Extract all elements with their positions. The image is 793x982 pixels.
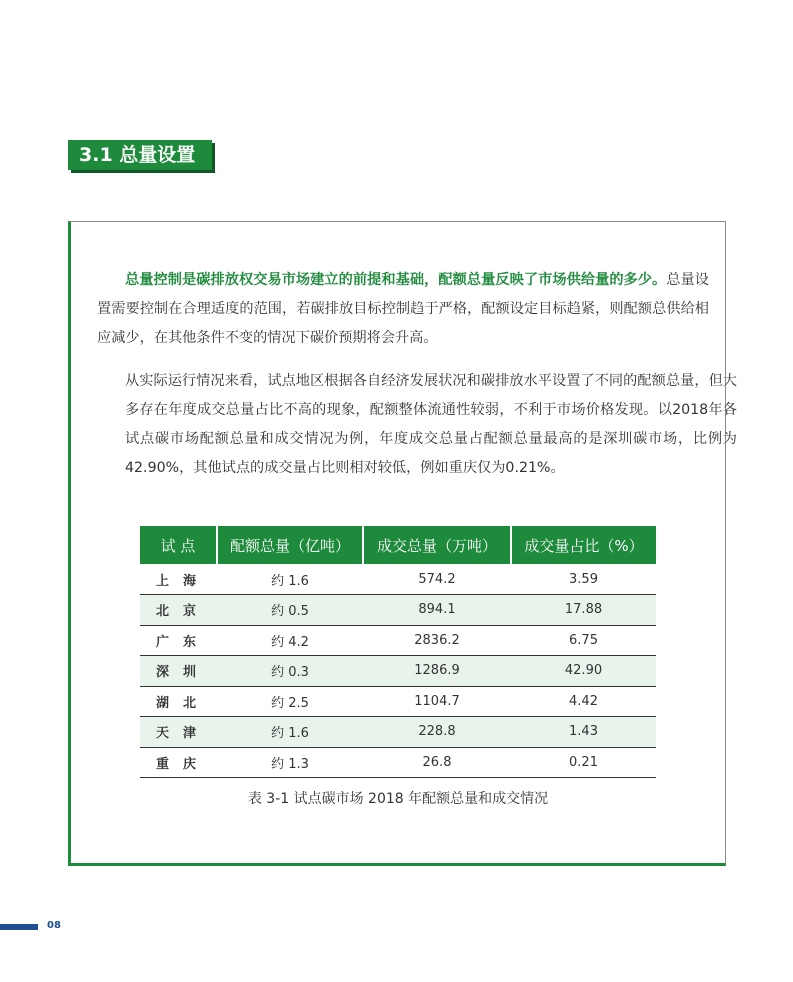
table-row (140, 595, 656, 626)
header-volume: 成交总量（万吨） (363, 526, 511, 564)
page-number: 08 (47, 920, 61, 931)
table-row (140, 656, 656, 687)
cell-quota: 约 0.5 (271, 604, 309, 620)
cell-ratio: 1.43 (569, 724, 598, 740)
cell-volume: 574.2 (418, 571, 456, 587)
cell-quota: 约 2.5 (271, 695, 309, 711)
cell-region: 深圳 (156, 665, 211, 681)
cell-region: 广东 (156, 634, 211, 650)
cell-quota: 约 1.3 (271, 756, 309, 772)
cell-volume: 894.1 (418, 602, 456, 618)
cell-region: 重庆 (156, 756, 211, 772)
cell-volume: 2836.2 (414, 632, 460, 648)
lead-sentence: 总量控制是碳排放权交易市场建立的前提和基础，配额总量反映了市场供给量的多少。 (125, 272, 667, 288)
cell-region: 天津 (156, 726, 211, 742)
cell-ratio: 4.42 (569, 693, 598, 709)
section-title: 3.1 总量设置 (68, 140, 212, 170)
header-region: 试 点 (140, 526, 217, 564)
header-ratio: 成交量占比（%） (511, 526, 656, 564)
paragraph-2: 从实际运行情况来看，试点地区根据各自经济发展状况和碳排放水平设置了不同的配额总量，但大多存在年度成交总量占比不高的现象，配额整体流通性较弱，不利于市场价格发现。以2018年各试点碳市场配额总量和成交情况为例，年度成交总量占配额总量最高的是深圳碳市场，比例为42.90%，其他试点的成交量占比则相对较低，例如重庆仅为0.21%。 (125, 373, 737, 476)
cell-volume: 1104.7 (414, 693, 460, 709)
cell-volume: 26.8 (422, 754, 452, 770)
cell-quota: 约 1.6 (271, 726, 309, 742)
cell-region: 上海 (156, 573, 211, 589)
table-row (140, 686, 656, 717)
cell-ratio: 42.90 (564, 663, 603, 679)
table-caption: 表 3-1 试点碳市场 2018 年配额总量和成交情况 (247, 791, 549, 807)
header-quota: 配额总量（亿吨） (217, 526, 363, 564)
cell-ratio: 0.21 (569, 754, 598, 770)
table-row (140, 564, 656, 595)
cell-quota: 约 1.6 (271, 573, 309, 589)
table-row (140, 717, 656, 748)
cell-ratio: 6.75 (569, 632, 598, 648)
cell-region: 北京 (156, 604, 211, 620)
cell-volume: 1286.9 (414, 663, 460, 679)
cell-quota: 约 4.2 (271, 634, 309, 650)
cell-ratio: 3.59 (569, 571, 598, 587)
data-table (140, 526, 656, 778)
table-row (140, 625, 656, 656)
paragraph-1-text: 总量设置需要控制在合理适度的范围，若碳排放目标控制趋于严格，配额设定目标趋紧，则配额总供给相应减少，在其他条件不变的情况下碳价预期将会升高。 (97, 272, 709, 346)
table-row (140, 747, 656, 778)
cell-quota: 约 0.3 (271, 665, 309, 681)
cell-region: 湖北 (156, 695, 211, 711)
cell-volume: 228.8 (418, 724, 456, 740)
paragraph-1 (97, 266, 709, 353)
table-header-row (140, 526, 656, 564)
cell-ratio: 17.88 (564, 602, 603, 618)
page-marker-bar (0, 924, 38, 930)
